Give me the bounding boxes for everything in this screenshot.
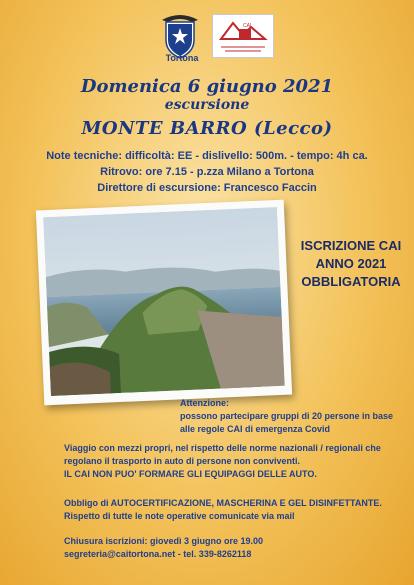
landscape-photo bbox=[36, 200, 292, 406]
event-destination: MONTE BARRO (Lecco) bbox=[81, 118, 333, 139]
rules-block bbox=[64, 497, 404, 523]
logo-label: Tortona bbox=[165, 53, 199, 63]
attention-block bbox=[180, 397, 410, 436]
attention-line-1: possono partecipare gruppi di 20 persone in base bbox=[180, 411, 394, 421]
registration-notice bbox=[290, 237, 412, 291]
travel-line-2: regolano il trasporto in auto di persone non conviventi. bbox=[64, 456, 301, 466]
meeting-point: Ritrovo: ore 7.15 - p.zza Milano a Tortona bbox=[100, 166, 314, 178]
registration-line-2: ANNO 2021 bbox=[315, 256, 387, 271]
section-logo-icon bbox=[213, 15, 273, 57]
technical-notes: Note tecniche: difficoltà: EE - dislivello: 500m. - tempo: 4h ca. bbox=[46, 150, 368, 162]
contact-info: segreteria@caitortona.net - tel. 339-8262118 bbox=[64, 549, 252, 559]
closing-deadline: Chiusura iscrizioni: giovedì 3 giugno ore 19.00 bbox=[64, 536, 264, 546]
attention-heading: Attenzione: bbox=[180, 398, 229, 408]
closing-block bbox=[64, 535, 404, 561]
mountain-lake-image bbox=[43, 207, 285, 396]
excursion-director: Direttore di escursione: Francesco Faccin bbox=[97, 182, 317, 194]
section-logo-text: CAI bbox=[243, 23, 252, 29]
travel-block bbox=[64, 442, 404, 481]
rules-line-2: Rispetto di tutte le note operative comunicate via mail bbox=[64, 511, 295, 521]
registration-line-3: OBBLIGATORIA bbox=[301, 274, 401, 289]
travel-line-3: IL CAI NON PUO' FORMARE GLI EQUIPAGGI DELLE AUTO. bbox=[64, 469, 317, 479]
event-date-title: Domenica 6 giugno 2021 bbox=[80, 76, 334, 97]
rules-line-1: Obbligo di AUTOCERTIFICAZIONE, MASCHERINA E GEL DISINFETTANTE. bbox=[64, 498, 382, 508]
event-type: escursione bbox=[164, 97, 250, 113]
registration-line-1: ISCRIZIONE CAI bbox=[300, 238, 402, 253]
attention-line-2: alle regole CAI di emergenza Covid bbox=[180, 424, 331, 434]
travel-line-1: Viaggio con mezzi propri, nel rispetto delle norme nazionali / regionali che bbox=[64, 443, 381, 453]
section-logo bbox=[212, 14, 274, 58]
